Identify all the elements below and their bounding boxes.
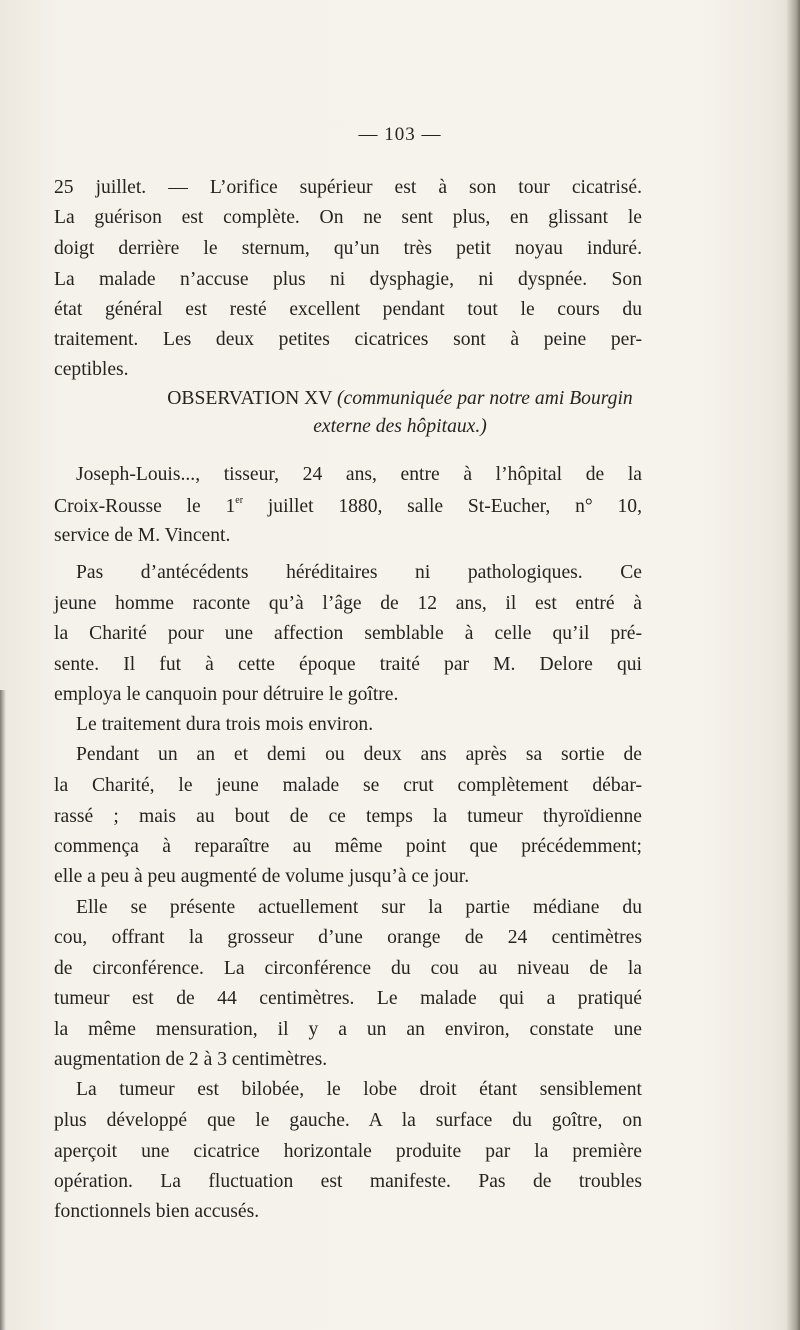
observation-title-main: OBSERVATION XV bbox=[167, 388, 333, 409]
text-line: La guérison est complète. On ne sent plus, en glissant le bbox=[54, 207, 642, 228]
text-line: traitement. Les deux petites cicatrices sont à peine per- bbox=[54, 329, 642, 350]
text-line: la Charité pour une affection semblable à celle qu’il pré- bbox=[54, 623, 642, 644]
text-line: fonctionnels bien accusés. bbox=[54, 1201, 260, 1222]
text-line: tumeur est de 44 centimètres. Le malade qui a pratiqué bbox=[54, 988, 642, 1009]
text-line: ceptibles. bbox=[54, 359, 129, 380]
text-line: augmentation de 2 à 3 centimètres. bbox=[54, 1049, 328, 1070]
text-line: doigt derrière le sternum, qu’un très petit noyau induré. bbox=[54, 238, 642, 259]
text-fragment: Croix-Rousse le 1 bbox=[54, 496, 236, 517]
page-number: — 103 — bbox=[358, 124, 442, 145]
superscript-er: er bbox=[235, 495, 244, 506]
text-line: service de M. Vincent. bbox=[54, 525, 231, 546]
observation-subtitle: externe des hôpitaux.) bbox=[313, 416, 487, 437]
page-edge-shadow bbox=[0, 690, 6, 1330]
text-line: de circonférence. La circonférence du cou au niveau de la bbox=[54, 958, 642, 979]
text-fragment: juillet 1880, salle St-Eucher, n° 10, bbox=[243, 496, 642, 517]
text-line: la même mensuration, il y a un an environ, constate une bbox=[54, 1019, 642, 1040]
text-line: Joseph-Louis..., tisseur, 24 ans, entre à l’hôpital de la bbox=[76, 464, 642, 485]
text-line: commença à reparaître au même point que précédemment; bbox=[54, 836, 642, 857]
text-line: Le traitement dura trois mois environ. bbox=[76, 714, 374, 735]
observation-title bbox=[0, 388, 800, 410]
text-line: cou, offrant la grosseur d’une orange de 24 centimètres bbox=[54, 927, 642, 948]
text-line: rassé ; mais au bout de ce temps la tumeur thyroïdienne bbox=[54, 806, 642, 827]
text-line: 25 juillet. — L’orifice supérieur est à son tour cicatrisé. bbox=[54, 177, 642, 198]
text-line: aperçoit une cicatrice horizontale produite par la première bbox=[54, 1141, 642, 1162]
text-line: sente. Il fut à cette époque traité par M. Delore qui bbox=[54, 654, 642, 675]
text-line: La tumeur est bilobée, le lobe droit étant sensiblement bbox=[76, 1079, 642, 1100]
text-line: opération. La fluctuation est manifeste. Pas de troubles bbox=[54, 1171, 642, 1192]
text-line: Elle se présente actuellement sur la partie médiane du bbox=[76, 897, 642, 918]
text-line: jeune homme raconte qu’à l’âge de 12 ans, il est entré à bbox=[54, 593, 642, 614]
observation-title-credit: (communiquée par notre ami Bourgin bbox=[337, 388, 633, 409]
text-line: La malade n’accuse plus ni dysphagie, ni dyspnée. Son bbox=[54, 269, 642, 290]
text-line: Pendant un an et demi ou deux ans après sa sortie de bbox=[76, 744, 642, 765]
text-line: plus développé que le gauche. A la surface du goître, on bbox=[54, 1110, 642, 1131]
page-binding-shadow bbox=[786, 0, 800, 1330]
text-line: elle a peu à peu augmenté de volume jusqu’à ce jour. bbox=[54, 866, 470, 887]
text-line: Pas d’antécédents héréditaires ni pathologiques. Ce bbox=[76, 562, 642, 583]
text-line: la Charité, le jeune malade se crut complètement débar- bbox=[54, 775, 642, 796]
text-line bbox=[54, 496, 642, 517]
text-line: état général est resté excellent pendant tout le cours du bbox=[54, 299, 642, 320]
text-line: employa le canquoin pour détruire le goître. bbox=[54, 684, 399, 705]
